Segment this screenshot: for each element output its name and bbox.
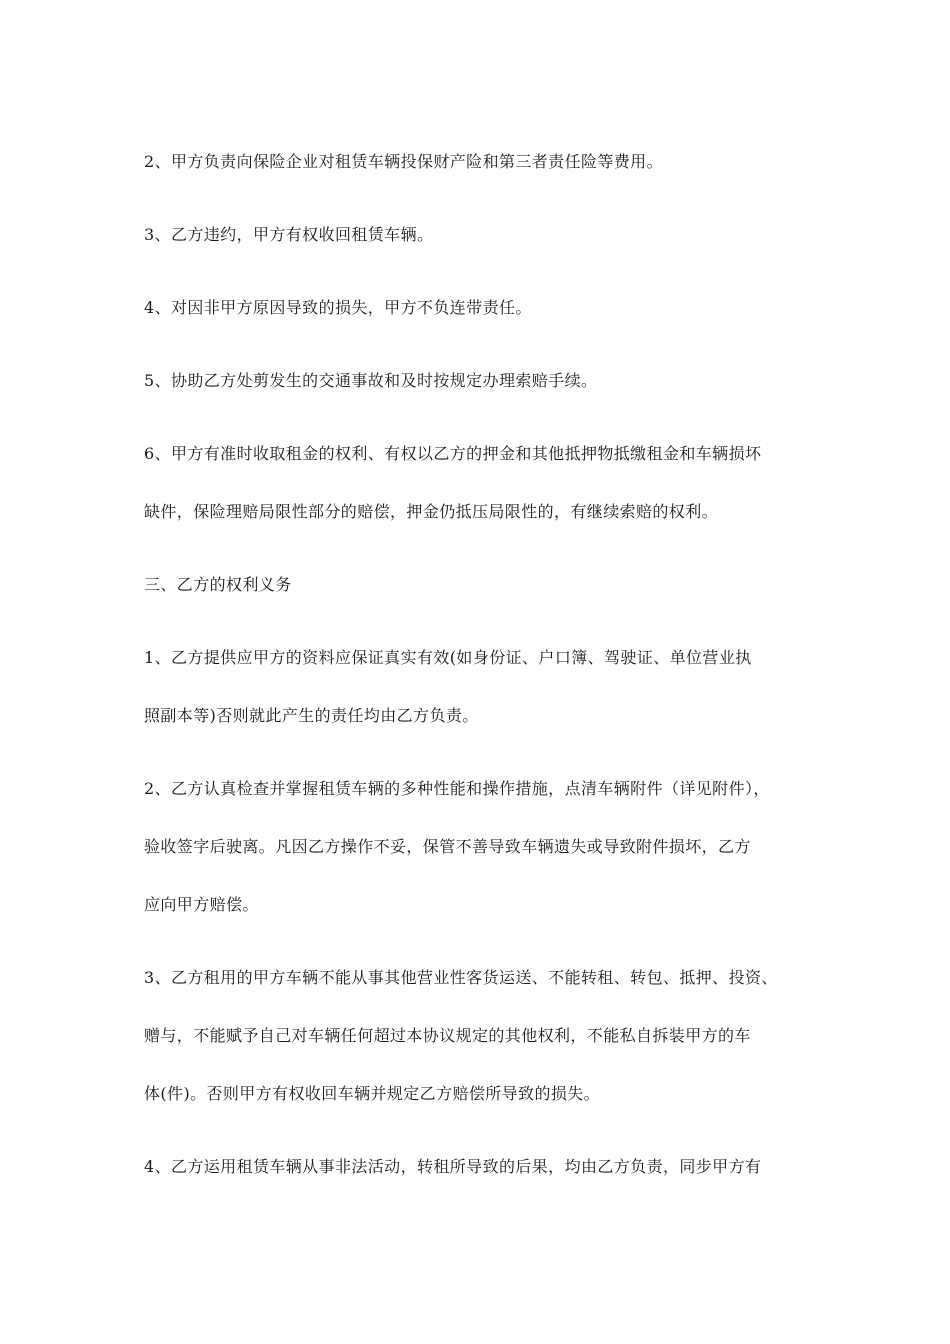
paragraph-line: 4、对因非甲方原因导致的损失，甲方不负连带责任。 [144,298,532,317]
section-heading: 三、乙方的权利义务 [144,575,292,594]
paragraph-line: 照副本等)否则就此产生的责任均由乙方负责。 [144,706,479,725]
paragraph-line: 2、乙方认真检查并掌握租赁车辆的多种性能和操作措施，点清车辆附件（详见附件）， [144,779,770,798]
paragraph-line: 应向甲方赔偿。 [144,895,259,914]
paragraph-line: 4、乙方运用租赁车辆从事非法活动，转租所导致的后果，均由乙方负责，同步甲方有 [144,1157,762,1176]
paragraph-line: 3、乙方违约，甲方有权收回租赁车辆。 [144,225,434,244]
paragraph-line: 5、协助乙方处剪发生的交通事故和及时按规定办理索赔手续。 [144,371,598,390]
paragraph-line: 6、甲方有准时收取租金的权利、有权以乙方的押金和其他抵押物抵缴租金和车辆损坏 [144,444,762,463]
paragraph-line: 验收签字后驶离。凡因乙方操作不妥，保管不善导致车辆遗失或导致附件损坏，乙方 [144,837,751,856]
paragraph-line: 3、乙方租用的甲方车辆不能从事其他营业性客货运送、不能转租、转包、抵押、投资、 [144,968,778,987]
paragraph-line: 1、乙方提供应甲方的资料应保证真实有效(如身份证、户口簿、驾驶证、单位营业执 [144,648,752,667]
paragraph-line: 缺件，保险理赔局限性部分的赔偿，押金仍抵压局限性的，有继续索赔的权利。 [144,502,719,521]
paragraph-line: 2、甲方负责向保险企业对租赁车辆投保财产险和第三者责任险等费用。 [144,152,663,171]
paragraph-line: 体(件)。否则甲方有权收回车辆并规定乙方赔偿所导致的损失。 [144,1084,601,1103]
paragraph-line: 赠与，不能赋予自己对车辆任何超过本协议规定的其他权利，不能私自拆装甲方的车 [144,1026,751,1045]
